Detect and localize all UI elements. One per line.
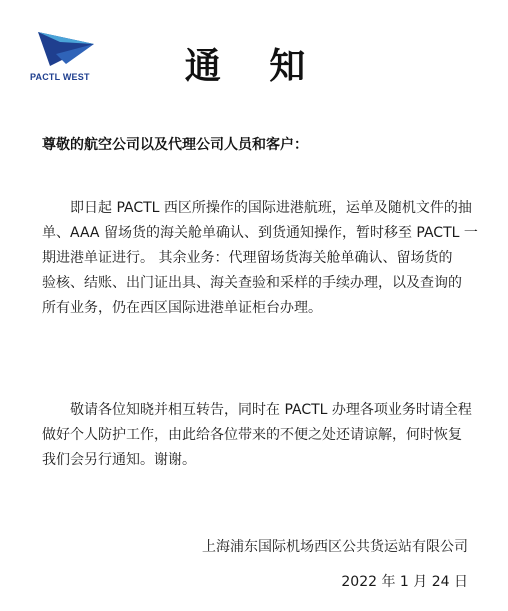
paragraph-1-line: 即日起 PACTL 西区所操作的国际进港航班，运单及随机文件的抽 xyxy=(70,200,472,216)
paragraph-1-line: 单、AAA 留场货的海关舱单确认、到货通知操作，暂时移至 PACTL 一 xyxy=(42,225,478,241)
paragraph-1-line: 验核、结账、出门证出具、海关查验和采样的手续办理，以及查询的 xyxy=(42,275,462,291)
paragraph-2-line: 做好个人防护工作，由此给各位带来的不便之处还请谅解，何时恢复 xyxy=(42,427,462,443)
logo-text: PACTL WEST xyxy=(30,72,90,82)
signature-date: 2022 年 1 月 24 日 xyxy=(341,574,468,590)
greeting: 尊敬的航空公司以及代理公司人员和客户： xyxy=(42,137,308,153)
paragraph-2-line: 我们会另行通知。谢谢。 xyxy=(42,452,196,468)
paragraph-2-line: 敬请各位知晓并相互转告，同时在 PACTL 办理各项业务时请全程 xyxy=(70,402,472,418)
paragraph-1 xyxy=(42,196,478,321)
page-title: 通 知 xyxy=(184,45,324,87)
paragraph-2 xyxy=(42,398,478,473)
paragraph-1-line: 期进港单证进行。 其余业务：代理留场货海关舱单确认、留场货的 xyxy=(42,250,453,266)
signature-company: 上海浦东国际机场西区公共货运站有限公司 xyxy=(202,539,468,555)
paragraph-1-line: 所有业务，仍在西区国际进港单证柜台办理。 xyxy=(42,300,322,316)
